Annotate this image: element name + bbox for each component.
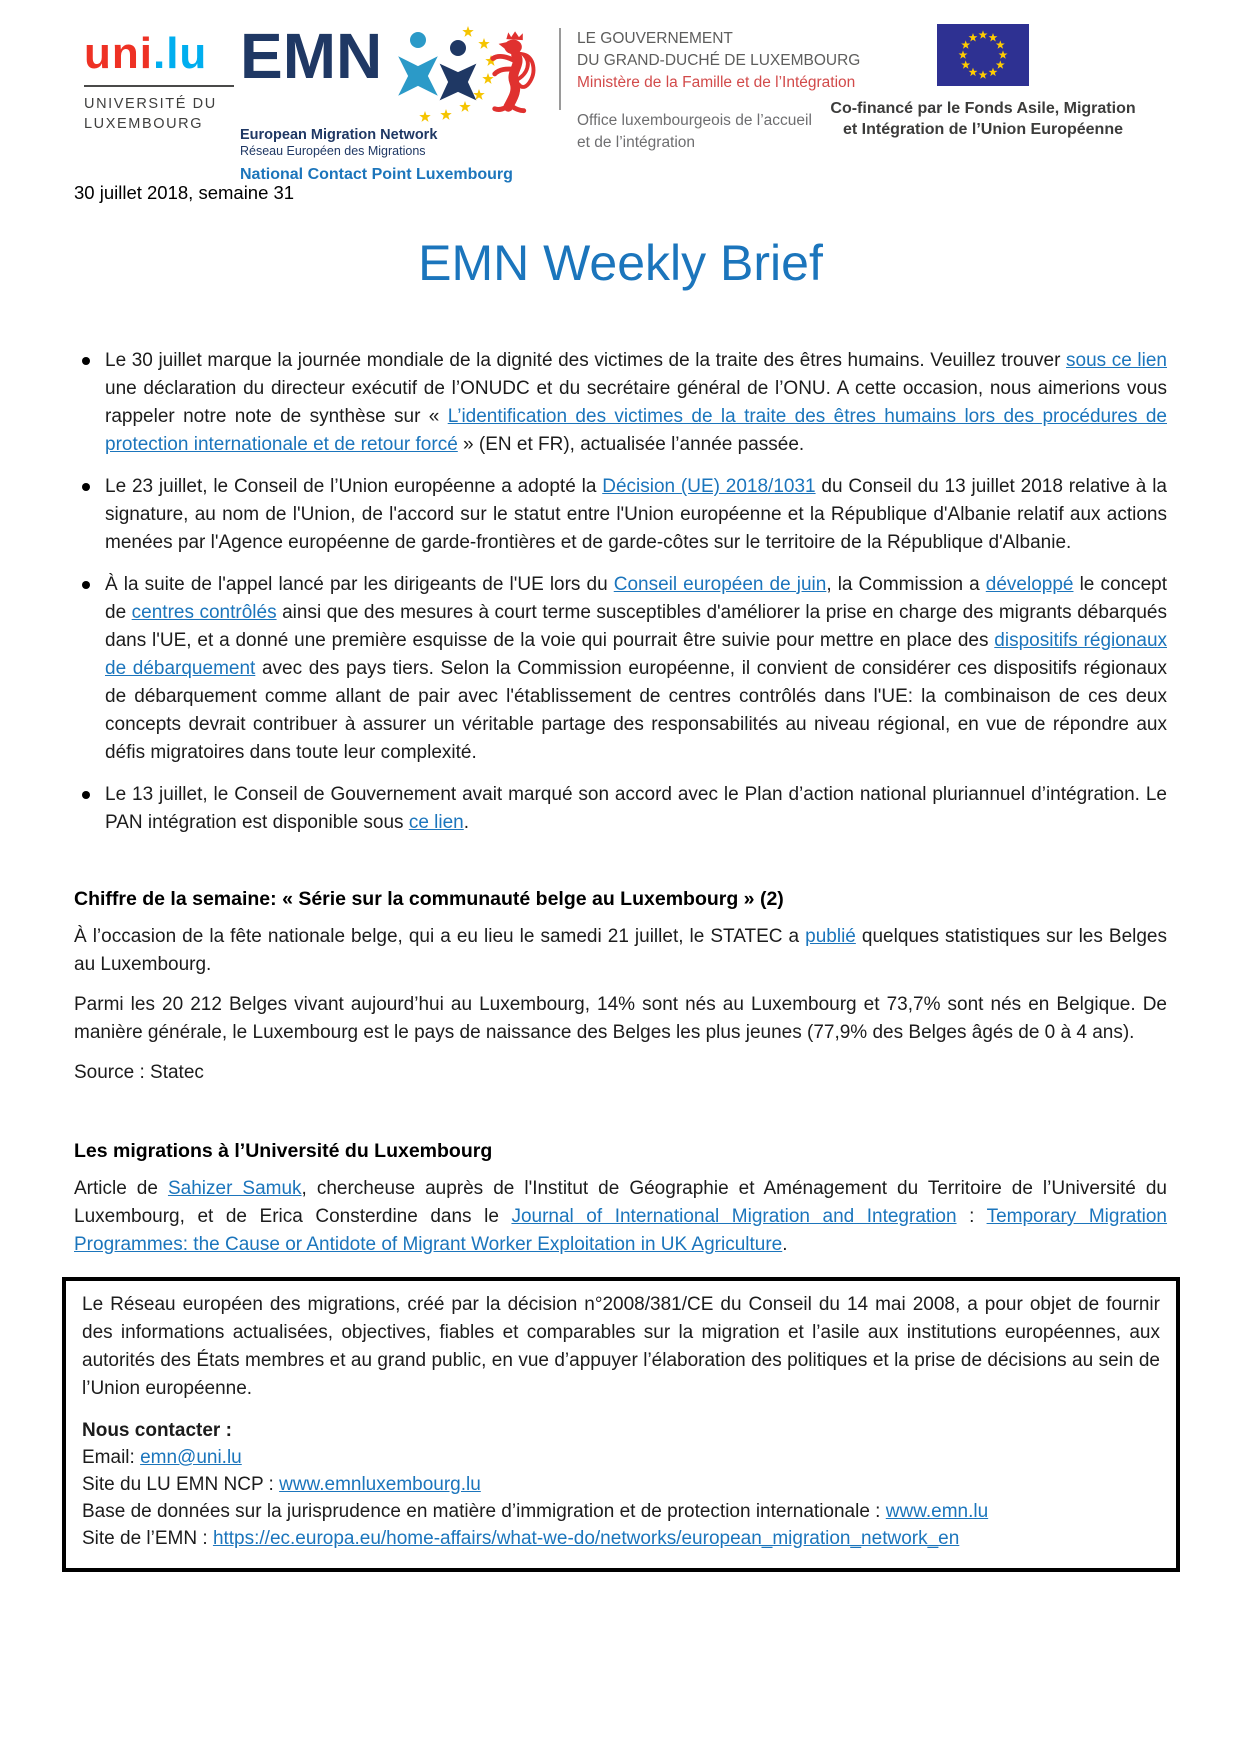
eu-cofunding-logo <box>818 24 1148 140</box>
inline-link[interactable]: ce lien <box>408 812 464 833</box>
contact-line <box>82 1498 1160 1525</box>
bullet-icon <box>82 791 90 799</box>
eu-flag-icon <box>818 24 1148 86</box>
paragraph <box>74 923 1167 979</box>
bullet-item <box>74 473 1167 557</box>
paragraph <box>74 1175 1167 1259</box>
inline-link[interactable]: emn@uni.lu <box>140 1447 242 1468</box>
contact-line <box>82 1444 1160 1471</box>
gov-line2: DU GRAND-DUCHÉ DE LUXEMBOURG <box>577 52 861 69</box>
section-chiffre <box>74 885 1167 1087</box>
gov-divider <box>559 28 561 110</box>
contact-heading: Nous contacter : <box>82 1420 232 1441</box>
date-line: 30 juillet 2018, semaine 31 <box>74 182 295 203</box>
text-run: Le 13 juillet, le Conseil de Gouvernement avait marqué son accord avec le Plan d’action national pluriannuel d’intégration. Le PAN intégration est disponible sous <box>105 784 1167 833</box>
text-run: Source : Statec <box>74 1062 204 1083</box>
inline-link[interactable]: www.emnluxembourg.lu <box>279 1474 481 1495</box>
eu-caption-line1: Co-financé par le Fonds Asile, Migration <box>830 100 1136 117</box>
text-run: Le Réseau européen des migrations, créé par la décision n°2008/381/CE du Conseil du 14 mai 2008, a pour objet de fournir des informations actualisées, objectives, fiables et comparables sur la migration et l’asile aux institutions européennes, aux autorités des États membres et au grand public, en vue d’appuyer l’élaboration des politiques et la prise de décisions au sein de l’Union européenne. <box>82 1294 1160 1399</box>
emn-ncp-label: National Contact Point Luxembourg <box>240 166 513 183</box>
text-run: À l’occasion de la fête nationale belge, qui a eu lieu le samedi 21 juillet, le STATEC a <box>74 926 806 947</box>
gov-office-line1: Office luxembourgeois de l’accueil <box>577 112 812 129</box>
bullet-item <box>74 781 1167 837</box>
inline-link[interactable]: publié <box>805 926 856 947</box>
bullet-text <box>105 574 1167 763</box>
inline-link[interactable]: Journal of International Migration and Integration <box>511 1206 957 1227</box>
bullet-item <box>74 571 1167 767</box>
inline-link[interactable]: Conseil européen de juin <box>613 574 827 595</box>
gov-logo <box>487 28 860 154</box>
text-run: du Conseil du 13 juillet 2018 relative à la signature, au nom de l'Union, de l'accord sur le statut entre l'Union européenne et la République d'Albanie relatif aux actions menées par l'Agence européenne de garde-frontières et de garde-côtes sur le territoire de la République d'Albanie. <box>105 476 1167 553</box>
text-run: , chercheuse auprès de l'Institut de Géographie et Aménagement du Territoire de l’Université du Luxembourg, et de Erica Consterdine dans le <box>74 1178 1167 1227</box>
text-run: Parmi les 20 212 Belges vivant aujourd’hui au Luxembourg, 14% sont nés au Luxembourg et 73,7% sont nés en Belgique. De manière générale, le Luxembourg est le pays de naissance des Belges les plus jeunes (77,9% des Belges âgés de 0 à 4 ans). <box>74 994 1167 1043</box>
text-run: le concept de <box>105 574 1167 623</box>
bullet-icon <box>82 581 90 589</box>
section-heading: Les migrations à l’Université du Luxembourg <box>74 1140 493 1162</box>
unilu-divider <box>84 85 234 87</box>
contact-line <box>82 1525 1160 1552</box>
text-run: . <box>463 812 470 833</box>
unilu-wordmark-blue: .lu <box>152 29 208 78</box>
text-run: . <box>782 1234 788 1255</box>
lion-icon <box>487 28 547 121</box>
text-run: : <box>956 1206 987 1227</box>
section-migrations <box>74 1137 1167 1259</box>
section-heading: Chiffre de la semaine: « Série sur la communauté belge au Luxembourg » (2) <box>74 888 784 910</box>
text-run: Email: <box>82 1447 141 1468</box>
bullet-item <box>74 347 1167 459</box>
bullet-icon <box>82 483 90 491</box>
text-run: , la Commission a <box>826 574 986 595</box>
inline-link[interactable]: https://ec.europa.eu/home-affairs/what-we-do/networks/european_migration_network_en <box>212 1528 960 1549</box>
unilu-caption-line2: LUXEMBOURG <box>84 116 204 132</box>
text-run: Le 30 juillet marque la journée mondiale de la dignité des victimes de la traite des êtres humains. Veuillez trouver <box>105 350 1067 371</box>
bullet-text <box>105 476 1167 553</box>
eu-caption-line2: et Intégration de l’Union Européenne <box>842 121 1123 138</box>
paragraph <box>74 991 1167 1047</box>
unilu-caption-line1: UNIVERSITÉ DU <box>84 96 217 112</box>
text-run: Base de données sur la jurisprudence en matière d’immigration et de protection internationale : <box>82 1501 886 1522</box>
bullet-list <box>74 347 1167 837</box>
text-run: avec des pays tiers. Selon la Commission européenne, il convient de considérer ces dispositifs régionaux de débarquement comme allant de pair avec l'établissement de centres contrôlés dans l'UE: la combinaison de ces deux concepts devrait contribuer à assurer un véritable partage des responsabilités au niveau régional, en vue de répondre aux défis migratoires dans toute leur complexité. <box>105 658 1168 763</box>
text-run: Site de l’EMN : <box>82 1528 213 1549</box>
contact-line <box>82 1471 1160 1498</box>
emn-stars-icon <box>378 24 496 127</box>
inline-link[interactable]: L’identification des victimes de la traite des êtres humains lors des procédures de protection internationale et de retour forcé <box>105 406 1167 455</box>
inline-link[interactable]: Sahizer Samuk <box>167 1178 302 1199</box>
header <box>0 0 1241 183</box>
gov-office-line2: et de l’intégration <box>577 134 696 151</box>
emn-subtitle-fr: Réseau Européen des Migrations <box>240 144 426 158</box>
text-run: Site du LU EMN NCP : <box>82 1474 280 1495</box>
unilu-wordmark-red: uni <box>84 29 153 78</box>
source-line <box>74 1059 1167 1087</box>
text-run: quelques statistiques sur les Belges au Luxembourg. <box>74 926 1167 975</box>
footer-box <box>62 1277 1180 1572</box>
document-body <box>74 160 1167 1572</box>
text-run: ainsi que des mesures à court terme susceptibles d'améliorer la prise en charge des migrants débarqués dans l'UE, et a donné une première esquisse de la voie qui pourrait être suivie pour mettre en place des <box>105 602 1167 651</box>
emn-wordmark: EMN <box>240 20 383 92</box>
emn-subtitle-en: European Migration Network <box>240 127 438 143</box>
paragraph <box>82 1291 1160 1403</box>
inline-link[interactable]: développé <box>985 574 1074 595</box>
bullet-text <box>105 350 1167 455</box>
text-run: une déclaration du directeur exécutif de l’ONUDC et du secrétaire général de l’ONU. A cette occasion, nous aimerions vous rappeler notre note de synthèse sur « <box>105 378 1167 427</box>
gov-ministry: Ministère de la Famille et de l’Intégration <box>577 74 856 91</box>
inline-link[interactable]: sous ce lien <box>1066 350 1167 371</box>
inline-link[interactable]: dispositifs régionaux de débarquement <box>105 630 1168 679</box>
unilu-logo <box>84 29 244 134</box>
text-run: Le 23 juillet, le Conseil de l’Union européenne a adopté la <box>105 476 603 497</box>
inline-link[interactable]: www.emn.lu <box>885 1501 989 1522</box>
inline-link[interactable]: Décision (UE) 2018/1031 <box>602 476 816 497</box>
unilu-wordmark <box>84 29 244 78</box>
text-run: » (EN et FR), actualisée l’année passée. <box>457 434 805 455</box>
text-run: À la suite de l'appel lancé par les dirigeants de l'UE lors du <box>105 574 614 595</box>
inline-link[interactable]: Temporary Migration Programmes: the Cause or Antidote of Migrant Worker Exploitation in UK Agriculture <box>74 1206 1168 1255</box>
page-title: EMN Weekly Brief <box>418 235 823 291</box>
text-run: Article de <box>74 1178 168 1199</box>
inline-link[interactable]: centres contrôlés <box>131 602 277 623</box>
bullet-text <box>105 784 1167 833</box>
bullet-icon <box>82 357 90 365</box>
gov-line1: LE GOUVERNEMENT <box>577 30 733 47</box>
